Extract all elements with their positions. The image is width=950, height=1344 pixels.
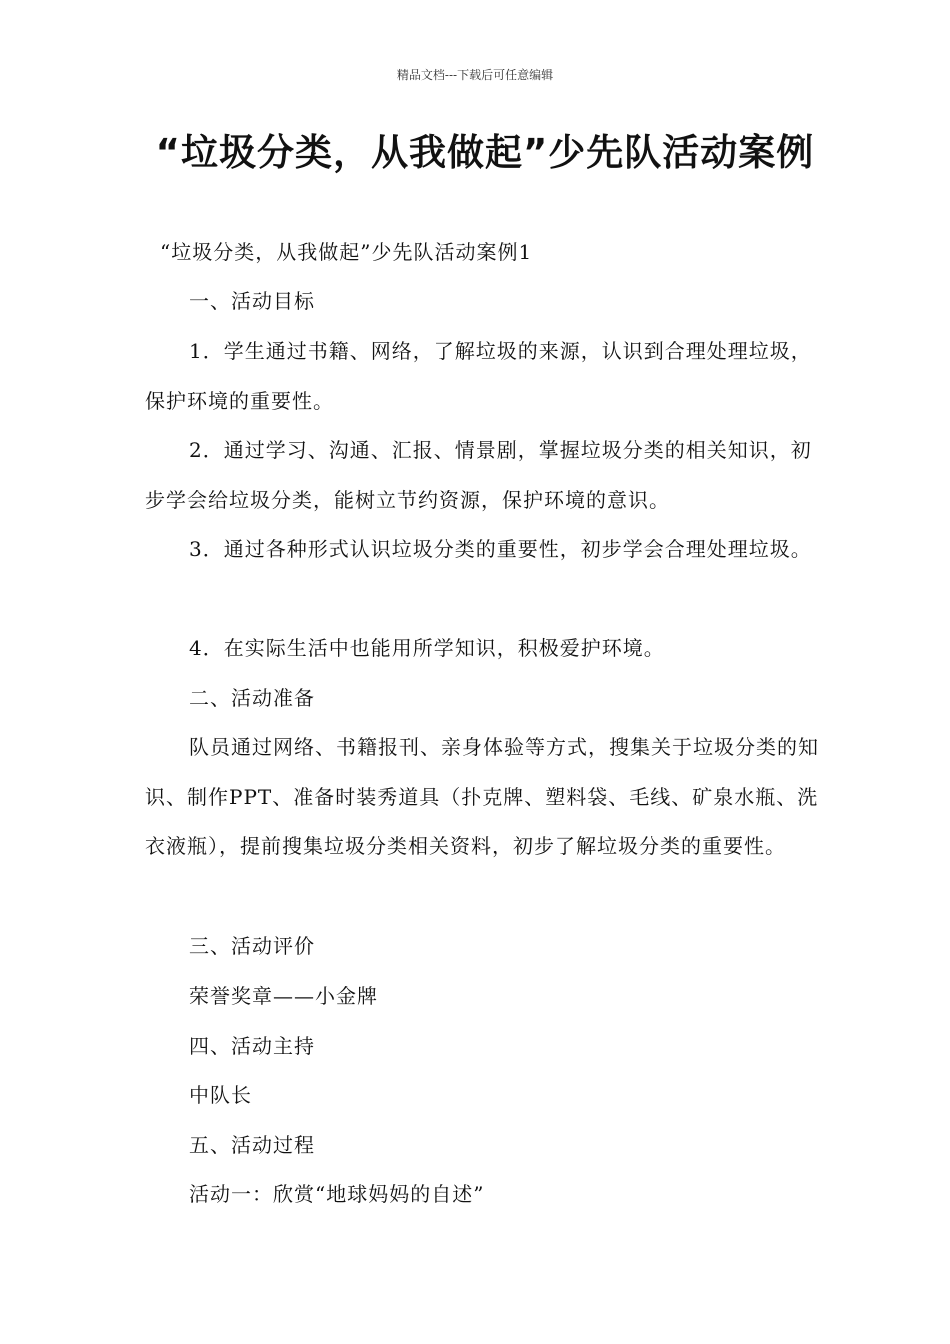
activity-one: 活动一：欣赏“地球妈妈的自述” <box>189 1182 485 1206</box>
heading-goals: 一、活动目标 <box>189 289 315 313</box>
heading-host: 四、活动主持 <box>189 1034 315 1058</box>
host-text: 中队长 <box>189 1083 252 1107</box>
goal-item-1: 1．学生通过书籍、网络，了解垃圾的来源，认识到合理处理垃圾，保护环境的重要性。 <box>145 339 812 413</box>
document-title: “垃圾分类，从我做起”少先队活动案例 <box>155 131 815 174</box>
header-note: 精品文档---下载后可任意编辑 <box>396 68 554 82</box>
goal-item-3: 3．通过各种形式认识垃圾分类的重要性，初步学会合理处理垃圾。 <box>189 537 812 561</box>
heading-process: 五、活动过程 <box>189 1133 315 1157</box>
evaluation-text: 荣誉奖章——小金牌 <box>189 984 378 1008</box>
goal-item-2: 2．通过学习、沟通、汇报、情景剧，掌握垃圾分类的相关知识，初步学会给垃圾分类，能树立节约资源，保护环境的意识。 <box>145 438 812 512</box>
preparation-text: 队员通过网络、书籍报刊、亲身体验等方式，搜集关于垃圾分类的知识、制作PPT、准备时装秀道具（扑克牌、塑料袋、毛线、矿泉水瓶、洗衣液瓶），提前搜集垃圾分类相关资料，初步了解垃圾分类的重要性。 <box>145 735 819 858</box>
heading-preparation: 二、活动准备 <box>189 686 315 710</box>
heading-evaluation: 三、活动评价 <box>189 934 315 958</box>
section-subtitle: “垃圾分类，从我做起”少先队活动案例1 <box>160 240 533 264</box>
goal-item-4: 4．在实际生活中也能用所学知识，积极爱护环境。 <box>189 636 665 660</box>
